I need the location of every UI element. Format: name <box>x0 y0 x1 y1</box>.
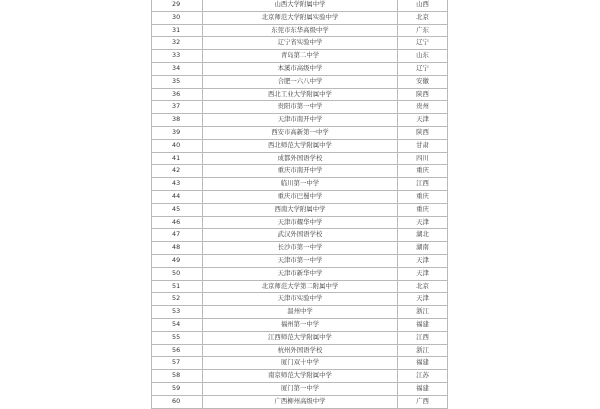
school-name-cell: 南京师范大学附属中学 <box>203 370 398 383</box>
table-row <box>152 267 448 280</box>
rank-cell: 54 <box>152 318 203 331</box>
rank-cell: 44 <box>152 190 203 203</box>
rank-cell: 50 <box>152 267 203 280</box>
province-cell: 广东 <box>398 24 448 37</box>
province-cell: 浙江 <box>398 306 448 319</box>
table-row <box>152 139 448 152</box>
table-row <box>152 306 448 319</box>
school-name-cell: 东莞市东华高级中学 <box>203 24 398 37</box>
province-cell: 甘肃 <box>398 139 448 152</box>
table-row <box>152 152 448 165</box>
province-cell: 北京 <box>398 11 448 24</box>
table-row <box>152 357 448 370</box>
table-row <box>152 242 448 255</box>
school-name-cell: 本溪市高级中学 <box>203 62 398 75</box>
province-cell: 江西 <box>398 331 448 344</box>
school-name-cell: 福州第一中学 <box>203 318 398 331</box>
table-row <box>152 101 448 114</box>
rank-cell: 47 <box>152 229 203 242</box>
table-row <box>152 62 448 75</box>
school-name-cell: 北京师范大学附属实验中学 <box>203 11 398 24</box>
province-cell: 安徽 <box>398 75 448 88</box>
province-cell: 陕西 <box>398 88 448 101</box>
school-ranking-table <box>151 0 448 409</box>
table-row <box>152 75 448 88</box>
table-row <box>152 293 448 306</box>
province-cell: 福建 <box>398 382 448 395</box>
school-name-cell: 天津市南开中学 <box>203 114 398 127</box>
school-name-cell: 临川第一中学 <box>203 178 398 191</box>
province-cell: 天津 <box>398 267 448 280</box>
rank-cell: 32 <box>152 37 203 50</box>
rank-cell: 41 <box>152 152 203 165</box>
rank-cell: 53 <box>152 306 203 319</box>
school-name-cell: 北京师范大学第二附属中学 <box>203 280 398 293</box>
rank-cell: 55 <box>152 331 203 344</box>
rank-cell: 38 <box>152 114 203 127</box>
rank-cell: 49 <box>152 254 203 267</box>
province-cell: 重庆 <box>398 203 448 216</box>
school-name-cell: 成都外国语学校 <box>203 152 398 165</box>
province-cell: 重庆 <box>398 165 448 178</box>
table-row <box>152 344 448 357</box>
school-name-cell: 广西柳州高级中学 <box>203 395 398 408</box>
table-row <box>152 126 448 139</box>
school-name-cell: 长沙市第一中学 <box>203 242 398 255</box>
table-row <box>152 203 448 216</box>
rank-cell: 46 <box>152 216 203 229</box>
table-row <box>152 229 448 242</box>
rank-cell: 39 <box>152 126 203 139</box>
table-row <box>152 50 448 63</box>
school-name-cell: 辽宁省实验中学 <box>203 37 398 50</box>
school-name-cell: 温州中学 <box>203 306 398 319</box>
province-cell: 湖北 <box>398 229 448 242</box>
school-name-cell: 厦门双十中学 <box>203 357 398 370</box>
school-name-cell: 重庆市南开中学 <box>203 165 398 178</box>
province-cell: 广西 <box>398 395 448 408</box>
province-cell: 天津 <box>398 293 448 306</box>
school-name-cell: 厦门第一中学 <box>203 382 398 395</box>
school-name-cell: 杭州外国语学校 <box>203 344 398 357</box>
table-row <box>152 190 448 203</box>
rank-cell: 52 <box>152 293 203 306</box>
province-cell: 四川 <box>398 152 448 165</box>
rank-cell: 58 <box>152 370 203 383</box>
table-row <box>152 24 448 37</box>
table-row <box>152 0 448 11</box>
rank-cell: 45 <box>152 203 203 216</box>
province-cell: 北京 <box>398 280 448 293</box>
province-cell: 重庆 <box>398 190 448 203</box>
table-row <box>152 382 448 395</box>
rank-cell: 30 <box>152 11 203 24</box>
table-row <box>152 11 448 24</box>
school-name-cell: 重庆市巴蜀中学 <box>203 190 398 203</box>
province-cell: 山东 <box>398 50 448 63</box>
table-row <box>152 331 448 344</box>
table-row <box>152 254 448 267</box>
province-cell: 天津 <box>398 254 448 267</box>
rank-cell: 34 <box>152 62 203 75</box>
rank-cell: 43 <box>152 178 203 191</box>
school-name-cell: 山西大学附属中学 <box>203 0 398 11</box>
table-row <box>152 165 448 178</box>
rank-cell: 56 <box>152 344 203 357</box>
ranking-table-body <box>152 0 448 408</box>
rank-cell: 40 <box>152 139 203 152</box>
rank-cell: 33 <box>152 50 203 63</box>
rank-cell: 29 <box>152 0 203 11</box>
school-name-cell: 合肥一六八中学 <box>203 75 398 88</box>
province-cell: 天津 <box>398 114 448 127</box>
school-name-cell: 西南大学附属中学 <box>203 203 398 216</box>
school-name-cell: 天津市第一中学 <box>203 254 398 267</box>
table-row <box>152 395 448 408</box>
table-row <box>152 216 448 229</box>
province-cell: 江苏 <box>398 370 448 383</box>
rank-cell: 57 <box>152 357 203 370</box>
province-cell: 山西 <box>398 0 448 11</box>
province-cell: 福建 <box>398 318 448 331</box>
table-row <box>152 318 448 331</box>
school-name-cell: 青岛第二中学 <box>203 50 398 63</box>
province-cell: 辽宁 <box>398 62 448 75</box>
school-name-cell: 天津市新华中学 <box>203 267 398 280</box>
province-cell: 福建 <box>398 357 448 370</box>
table-row <box>152 280 448 293</box>
school-name-cell: 贵阳市第一中学 <box>203 101 398 114</box>
table-row <box>152 88 448 101</box>
school-name-cell: 西北工业大学附属中学 <box>203 88 398 101</box>
rank-cell: 36 <box>152 88 203 101</box>
province-cell: 贵州 <box>398 101 448 114</box>
table-row <box>152 114 448 127</box>
school-name-cell: 天津市耀华中学 <box>203 216 398 229</box>
rank-cell: 59 <box>152 382 203 395</box>
province-cell: 天津 <box>398 216 448 229</box>
rank-cell: 35 <box>152 75 203 88</box>
table-row <box>152 178 448 191</box>
school-name-cell: 西北师范大学附属中学 <box>203 139 398 152</box>
province-cell: 辽宁 <box>398 37 448 50</box>
rank-cell: 60 <box>152 395 203 408</box>
school-name-cell: 天津市实验中学 <box>203 293 398 306</box>
school-name-cell: 江西师范大学附属中学 <box>203 331 398 344</box>
table-row <box>152 370 448 383</box>
province-cell: 陕西 <box>398 126 448 139</box>
province-cell: 江西 <box>398 178 448 191</box>
school-name-cell: 武汉外国语学校 <box>203 229 398 242</box>
province-cell: 浙江 <box>398 344 448 357</box>
rank-cell: 37 <box>152 101 203 114</box>
rank-cell: 31 <box>152 24 203 37</box>
rank-cell: 42 <box>152 165 203 178</box>
table-row <box>152 37 448 50</box>
rank-cell: 51 <box>152 280 203 293</box>
rank-cell: 48 <box>152 242 203 255</box>
school-name-cell: 西安市高新第一中学 <box>203 126 398 139</box>
province-cell: 湖南 <box>398 242 448 255</box>
